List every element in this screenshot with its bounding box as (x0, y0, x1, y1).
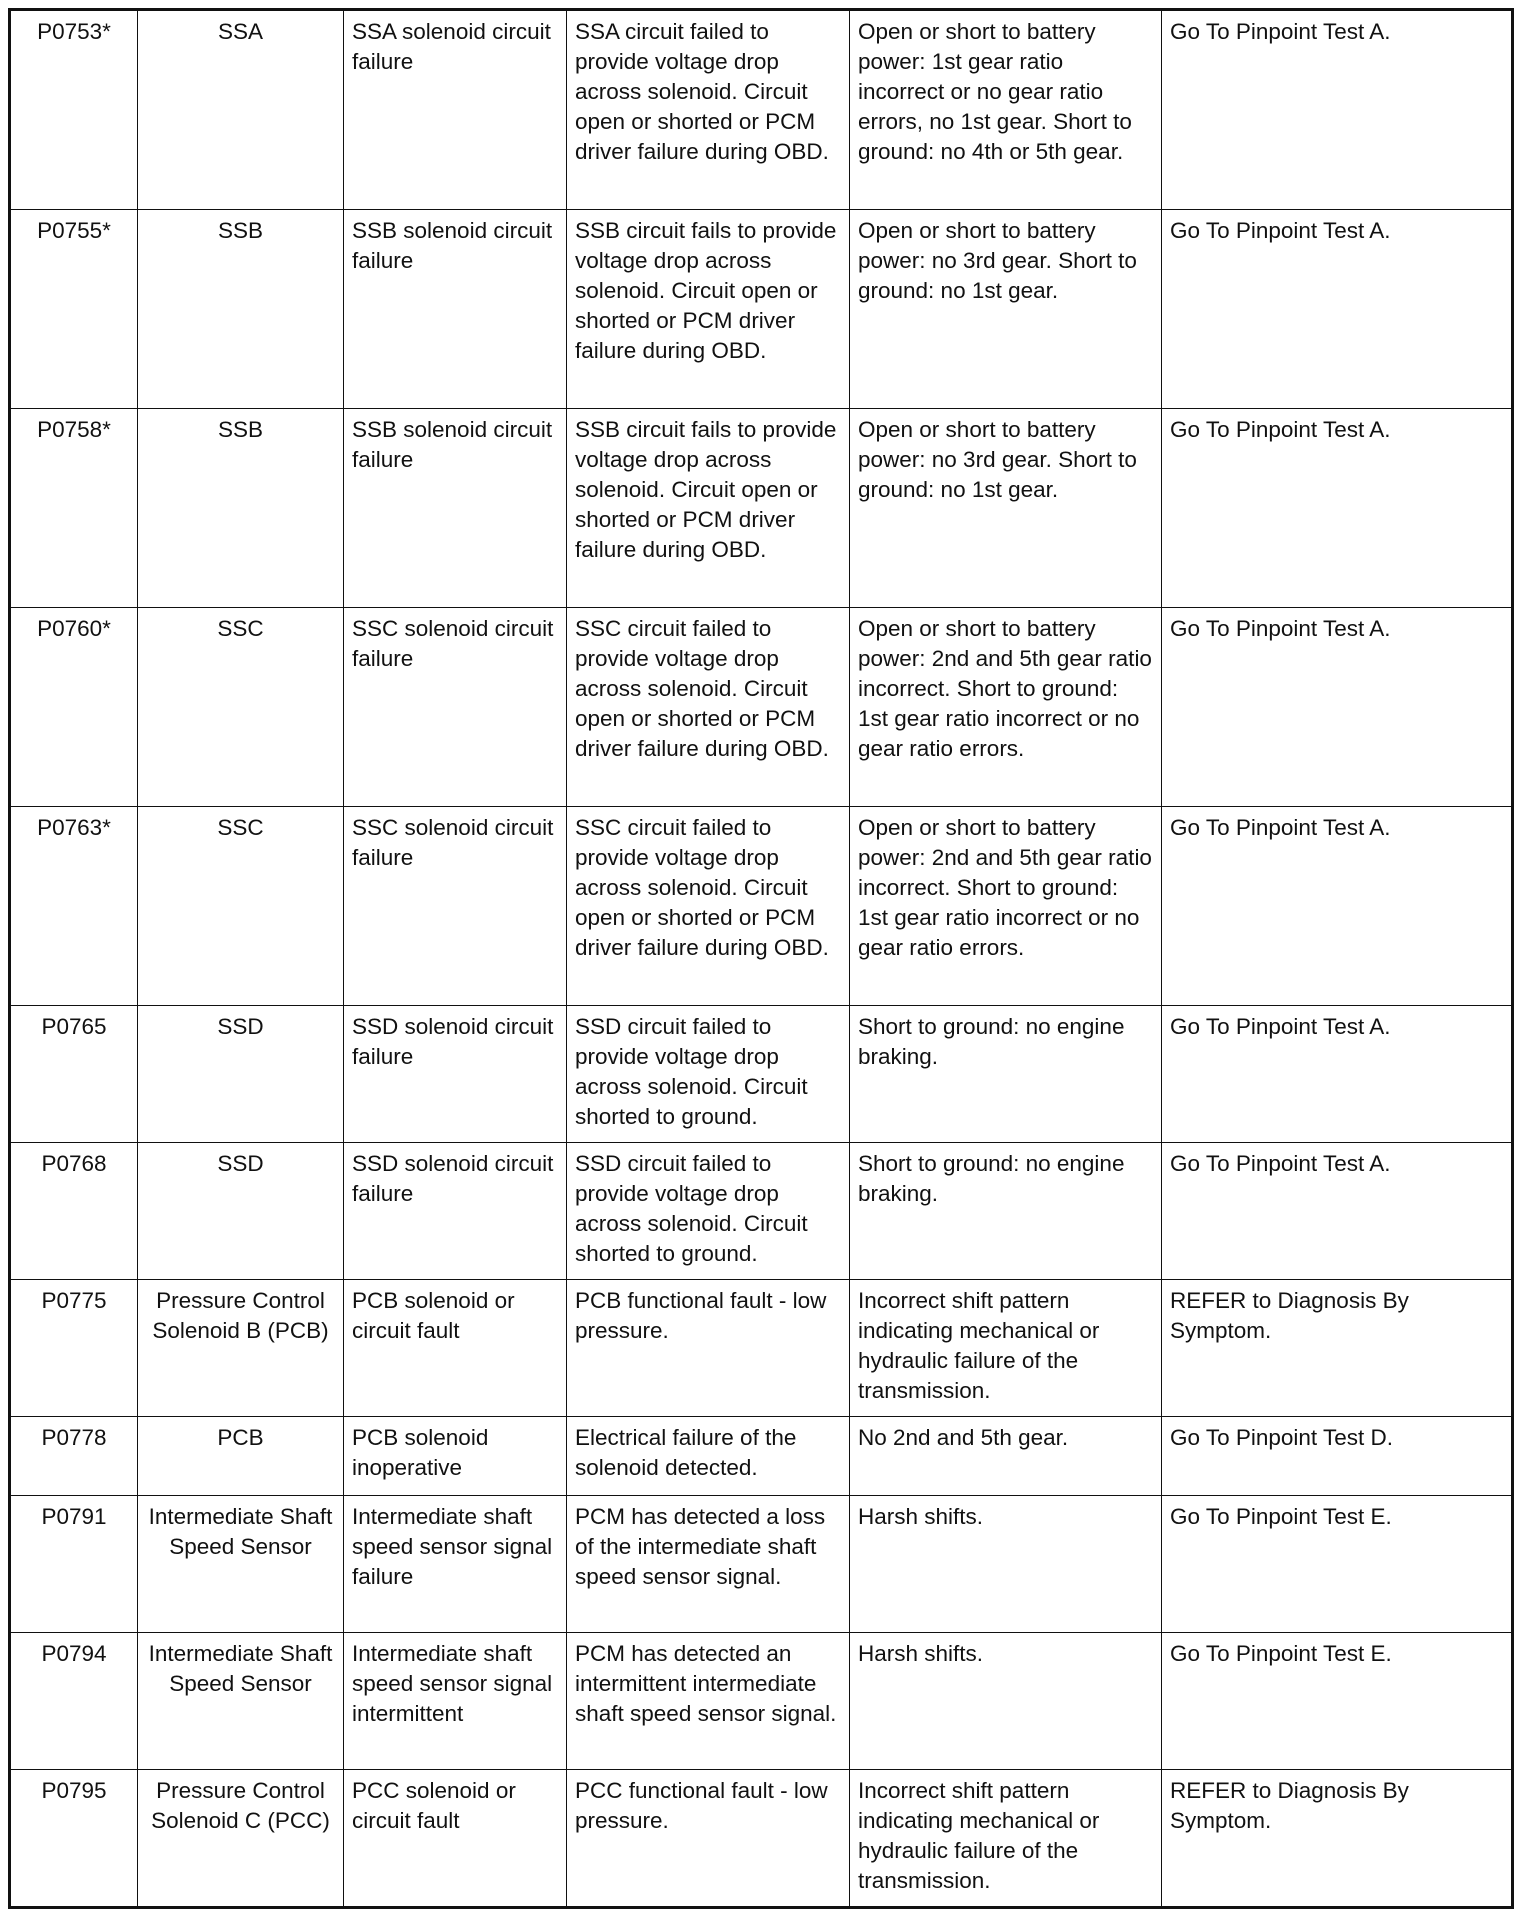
action: Go To Pinpoint Test A. (1162, 1143, 1513, 1280)
condition: SSD circuit failed to provide voltage drop across solenoid. Circuit shorted to ground. (567, 1143, 850, 1280)
condition: PCC functional fault - low pressure. (567, 1770, 850, 1908)
action: Go To Pinpoint Test A. (1162, 10, 1513, 210)
action: Go To Pinpoint Test A. (1162, 807, 1513, 1006)
symptom: Incorrect shift pattern indicating mechanical or hydraulic failure of the transmission. (850, 1770, 1162, 1908)
table-row (10, 1770, 1513, 1908)
description: SSB solenoid circuit failure (344, 210, 567, 409)
symptom: Open or short to battery power: 1st gear ratio incorrect or no gear ratio errors, no 1st gear. Short to ground: no 4th or 5th gear. (850, 10, 1162, 210)
condition: Electrical failure of the solenoid detected. (567, 1417, 850, 1496)
symptom: Harsh shifts. (850, 1496, 1162, 1633)
description: SSC solenoid circuit failure (344, 807, 567, 1006)
condition: SSB circuit fails to provide voltage drop across solenoid. Circuit open or shorted or PCM driver failure during OBD. (567, 409, 850, 608)
table-row (10, 409, 1513, 608)
condition: SSA circuit failed to provide voltage drop across solenoid. Circuit open or shorted or PCM driver failure during OBD. (567, 10, 850, 210)
table-row (10, 1417, 1513, 1496)
dtc-code: P0778 (10, 1417, 138, 1496)
symptom: Open or short to battery power: 2nd and 5th gear ratio incorrect. Short to ground: 1st gear ratio incorrect or no gear ratio errors. (850, 807, 1162, 1006)
component: SSC (138, 807, 344, 1006)
component: Pressure Control Solenoid B (PCB) (138, 1280, 344, 1417)
description: SSD solenoid circuit failure (344, 1143, 567, 1280)
table-row (10, 1006, 1513, 1143)
action: Go To Pinpoint Test A. (1162, 608, 1513, 807)
component: Intermediate Shaft Speed Sensor (138, 1496, 344, 1633)
condition: SSC circuit failed to provide voltage drop across solenoid. Circuit open or shorted or PCM driver failure during OBD. (567, 807, 850, 1006)
symptom: Open or short to battery power: no 3rd gear. Short to ground: no 1st gear. (850, 210, 1162, 409)
action: Go To Pinpoint Test D. (1162, 1417, 1513, 1496)
component: Pressure Control Solenoid C (PCC) (138, 1770, 344, 1908)
description: Intermediate shaft speed sensor signal intermittent (344, 1633, 567, 1770)
component: SSB (138, 409, 344, 608)
condition: SSB circuit fails to provide voltage drop across solenoid. Circuit open or shorted or PCM driver failure during OBD. (567, 210, 850, 409)
condition: PCM has detected an intermittent intermediate shaft speed sensor signal. (567, 1633, 850, 1770)
component: SSA (138, 10, 344, 210)
component: SSB (138, 210, 344, 409)
table-row (10, 608, 1513, 807)
symptom: No 2nd and 5th gear. (850, 1417, 1162, 1496)
component: Intermediate Shaft Speed Sensor (138, 1633, 344, 1770)
table-row (10, 1280, 1513, 1417)
dtc-code: P0760* (10, 608, 138, 807)
description: Intermediate shaft speed sensor signal failure (344, 1496, 567, 1633)
table-row (10, 1143, 1513, 1280)
symptom: Harsh shifts. (850, 1633, 1162, 1770)
dtc-code: P0775 (10, 1280, 138, 1417)
dtc-code: P0768 (10, 1143, 138, 1280)
dtc-code: P0791 (10, 1496, 138, 1633)
action: REFER to Diagnosis By Symptom. (1162, 1280, 1513, 1417)
condition: SSD circuit failed to provide voltage drop across solenoid. Circuit shorted to ground. (567, 1006, 850, 1143)
condition: PCM has detected a loss of the intermediate shaft speed sensor signal. (567, 1496, 850, 1633)
action: Go To Pinpoint Test A. (1162, 210, 1513, 409)
condition: PCB functional fault - low pressure. (567, 1280, 850, 1417)
condition: SSC circuit failed to provide voltage drop across solenoid. Circuit open or shorted or PCM driver failure during OBD. (567, 608, 850, 807)
dtc-table-wrapper (8, 8, 1511, 1909)
dtc-code: P0755* (10, 210, 138, 409)
description: PCB solenoid inoperative (344, 1417, 567, 1496)
description: PCB solenoid or circuit fault (344, 1280, 567, 1417)
dtc-code: P0753* (10, 10, 138, 210)
table-row (10, 1496, 1513, 1633)
description: SSC solenoid circuit failure (344, 608, 567, 807)
dtc-code: P0763* (10, 807, 138, 1006)
symptom: Open or short to battery power: 2nd and 5th gear ratio incorrect. Short to ground: 1st gear ratio incorrect or no gear ratio errors. (850, 608, 1162, 807)
component: PCB (138, 1417, 344, 1496)
dtc-code: P0794 (10, 1633, 138, 1770)
component: SSD (138, 1143, 344, 1280)
dtc-code: P0758* (10, 409, 138, 608)
component: SSD (138, 1006, 344, 1143)
action: REFER to Diagnosis By Symptom. (1162, 1770, 1513, 1908)
dtc-code: P0765 (10, 1006, 138, 1143)
symptom: Incorrect shift pattern indicating mechanical or hydraulic failure of the transmission. (850, 1280, 1162, 1417)
description: SSD solenoid circuit failure (344, 1006, 567, 1143)
table-row (10, 10, 1513, 210)
action: Go To Pinpoint Test A. (1162, 1006, 1513, 1143)
dtc-code: P0795 (10, 1770, 138, 1908)
symptom: Open or short to battery power: no 3rd gear. Short to ground: no 1st gear. (850, 409, 1162, 608)
table-row (10, 807, 1513, 1006)
description: SSB solenoid circuit failure (344, 409, 567, 608)
action: Go To Pinpoint Test E. (1162, 1633, 1513, 1770)
symptom: Short to ground: no engine braking. (850, 1006, 1162, 1143)
action: Go To Pinpoint Test E. (1162, 1496, 1513, 1633)
symptom: Short to ground: no engine braking. (850, 1143, 1162, 1280)
description: SSA solenoid circuit failure (344, 10, 567, 210)
action: Go To Pinpoint Test A. (1162, 409, 1513, 608)
component: SSC (138, 608, 344, 807)
table-row (10, 210, 1513, 409)
dtc-table (8, 8, 1514, 1909)
description: PCC solenoid or circuit fault (344, 1770, 567, 1908)
table-row (10, 1633, 1513, 1770)
